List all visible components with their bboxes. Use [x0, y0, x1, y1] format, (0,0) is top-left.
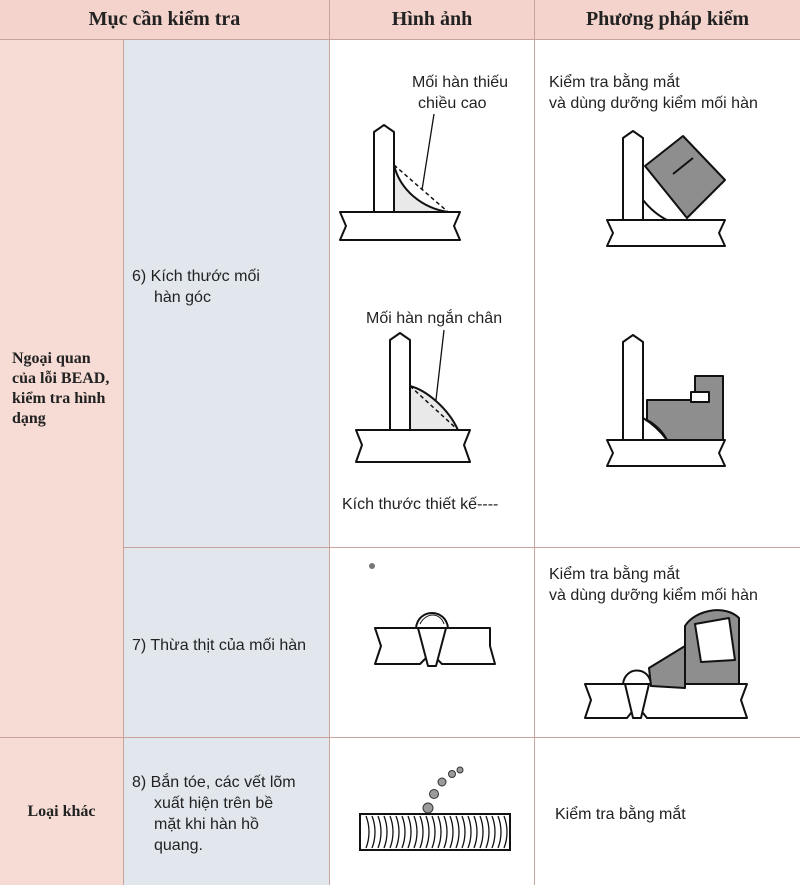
item-line: quang. [154, 837, 203, 854]
image-cell-fillet [330, 40, 535, 548]
image-cell-reinforcement [330, 548, 535, 738]
method-line: Kiểm tra bằng mắt [549, 74, 680, 91]
method-cell-fillet [535, 40, 800, 548]
method-cell-reinforcement [535, 548, 800, 738]
fillet-gauge-diagram [535, 40, 800, 548]
item-line: 6) Kích thước mối [132, 268, 260, 285]
category-line: kiểm tra hình [12, 389, 106, 407]
category-other: Loại khác [0, 738, 124, 885]
item-line: 8) Bắn tóe, các vết lõm [132, 774, 296, 791]
label-design-size: Kích thước thiết kế---- [342, 496, 499, 513]
item-reinforcement [124, 548, 330, 738]
header-inspection-item: Mục cần kiểm tra [0, 0, 330, 40]
header-method: Phương pháp kiểm [535, 0, 800, 40]
method-line: và dùng dưỡng kiểm mối hàn [549, 95, 758, 112]
butt-weld-diagram [330, 548, 535, 738]
item-line: mặt khi hàn hồ [154, 816, 259, 833]
item-fillet-size [124, 40, 330, 548]
method-line: Kiểm tra bằng mắt [549, 566, 680, 583]
method-line: và dùng dưỡng kiểm mối hàn [549, 587, 758, 604]
image-cell-spatter [330, 738, 535, 885]
method-cell-spatter [535, 738, 800, 885]
label-low-height: Mối hàn thiếu [412, 74, 509, 91]
category-line: Ngoại quan [12, 349, 91, 367]
label-low-height-2: chiều cao [418, 95, 487, 112]
category-line: dạng [12, 409, 46, 427]
item-line: hàn góc [154, 289, 211, 306]
header-image: Hình ảnh [330, 0, 535, 40]
label-short-leg: Mối hàn ngắn chân [366, 310, 503, 327]
reinforcement-gauge-diagram [535, 548, 800, 738]
fillet-weld-diagram [330, 40, 535, 548]
item-line: xuất hiện trên bề [154, 795, 274, 812]
item-spatter [124, 738, 330, 885]
spatter-diagram [330, 738, 535, 885]
item-line: 7) Thừa thịt của mối hàn [132, 637, 307, 654]
category-line: của lỗi BEAD, [12, 369, 110, 387]
category-bead-appearance [0, 40, 124, 738]
method-line: Kiểm tra bằng mắt [555, 806, 686, 823]
